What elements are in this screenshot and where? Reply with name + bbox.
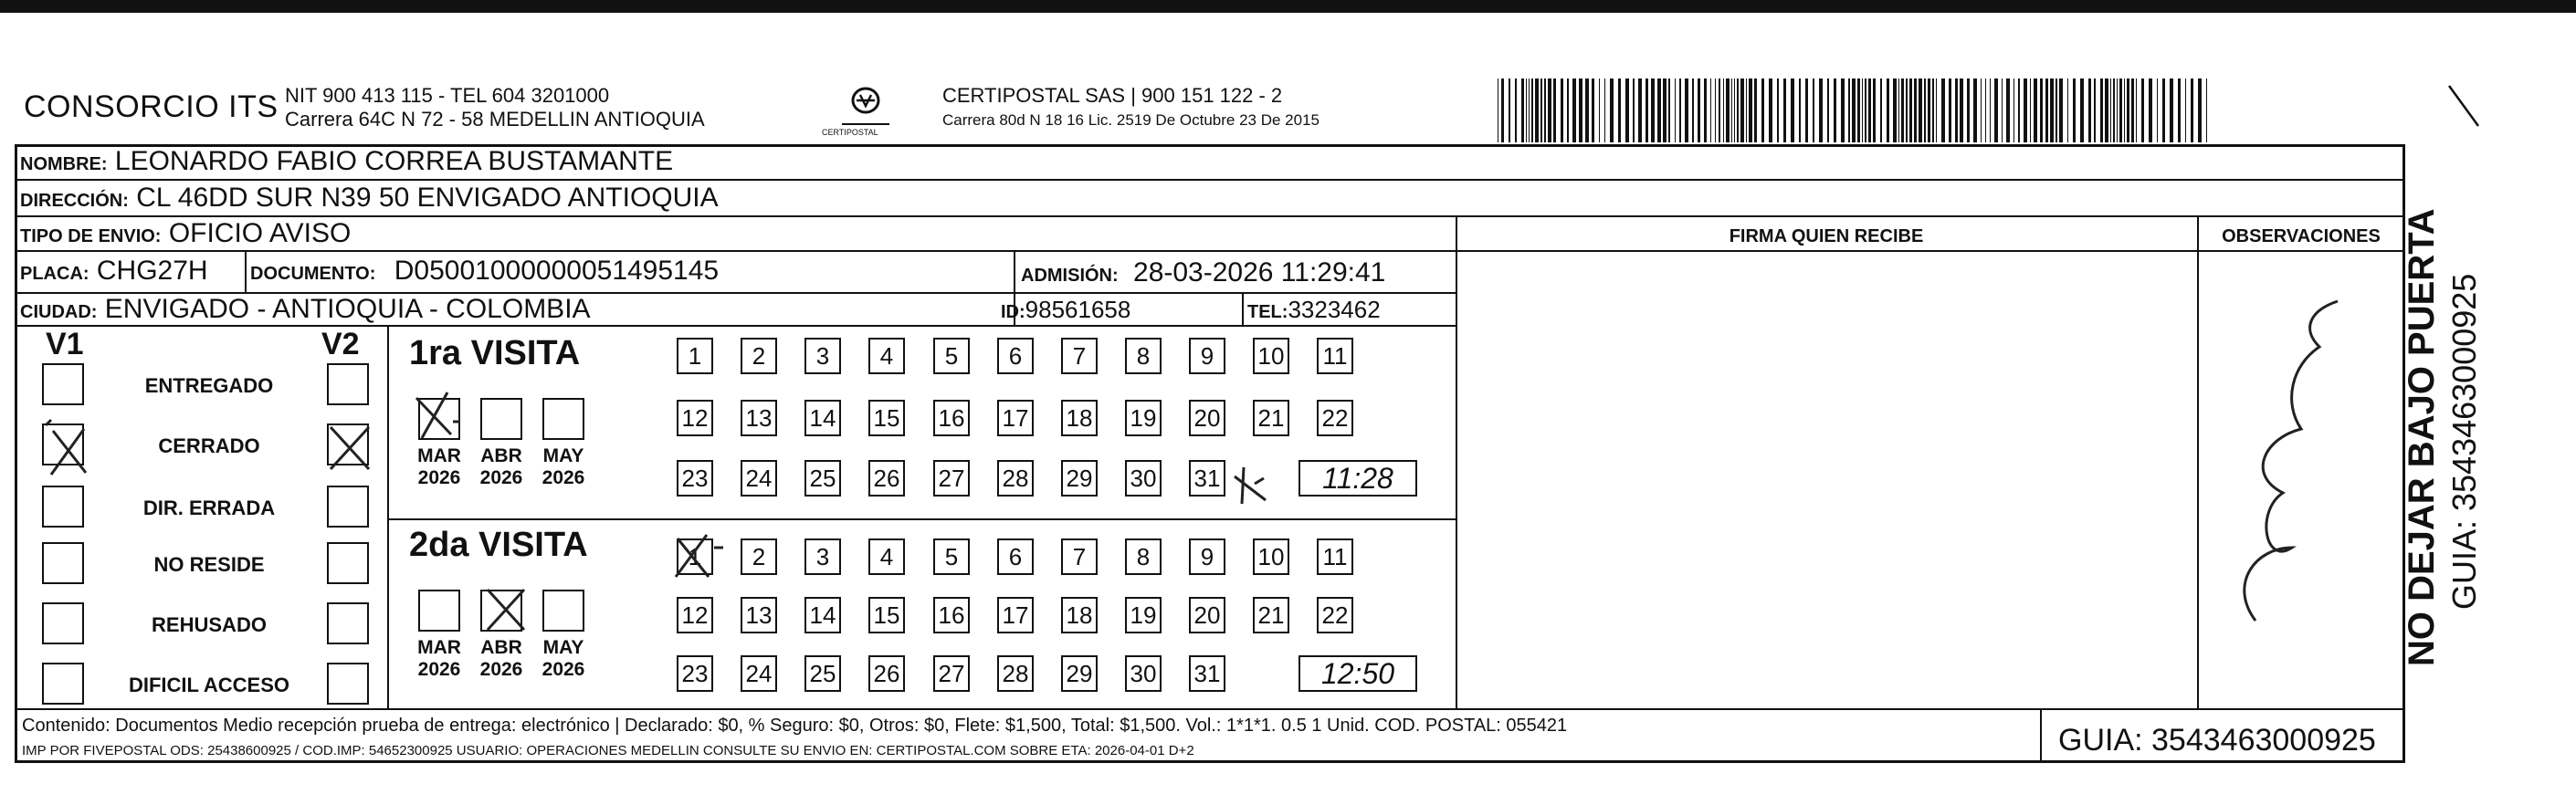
barcode-bar bbox=[2006, 78, 2010, 142]
month-name: MAY bbox=[542, 637, 584, 658]
barcode-bar bbox=[1985, 78, 1986, 142]
barcode-bar bbox=[1710, 78, 1711, 142]
barcode-bar bbox=[1675, 78, 1676, 142]
day-box[interactable]: 20 bbox=[1189, 597, 1225, 633]
footer-guia: GUIA: 3543463000925 bbox=[2058, 723, 2376, 758]
rule bbox=[1242, 292, 1244, 325]
barcode-bar bbox=[1553, 78, 1556, 142]
barcode-bar bbox=[1515, 78, 1517, 142]
day-box[interactable]: 2 bbox=[741, 338, 777, 374]
barcode-bar bbox=[1610, 78, 1614, 142]
month-year: 2026 bbox=[479, 659, 523, 680]
day-box[interactable]: 3 bbox=[804, 338, 841, 374]
barcode-bar bbox=[1638, 78, 1642, 142]
barcode-bar bbox=[2002, 78, 2003, 142]
month-name: MAR bbox=[417, 445, 461, 466]
day-box[interactable]: 26 bbox=[868, 460, 905, 497]
tel-label: TEL: bbox=[1247, 302, 1288, 322]
barcode-bar bbox=[1668, 78, 1670, 142]
tipo-value: OFICIO AVISO bbox=[168, 218, 352, 248]
day-box[interactable]: 28 bbox=[997, 655, 1034, 692]
day-box[interactable]: 31 bbox=[1189, 655, 1225, 692]
barcode-bar bbox=[1579, 78, 1582, 142]
time-box[interactable]: 11:28 bbox=[1299, 460, 1417, 497]
month-checkbox-first[interactable] bbox=[542, 398, 584, 440]
day-box[interactable]: 31 bbox=[1189, 460, 1225, 497]
carrier-address: Carrera 80d N 18 16 Lic. 2519 De Octubre 23 De 2015 bbox=[942, 111, 1320, 129]
barcode-bar bbox=[1932, 78, 1934, 142]
barcode-bar bbox=[1901, 78, 1904, 142]
day-box[interactable]: 23 bbox=[677, 460, 713, 497]
barcode-bar bbox=[2127, 78, 2129, 142]
firma-header: FIRMA QUIEN RECIBE bbox=[1729, 226, 1924, 246]
barcode-bar bbox=[1526, 78, 1527, 142]
barcode-bar bbox=[1740, 78, 1744, 142]
day-box[interactable]: 26 bbox=[868, 655, 905, 692]
day-box[interactable]: 3 bbox=[804, 538, 841, 575]
barcode-bar bbox=[1880, 78, 1882, 142]
barcode-bar bbox=[2119, 78, 2122, 142]
month-year: 2026 bbox=[541, 467, 585, 488]
day-box[interactable]: 22 bbox=[1317, 597, 1353, 633]
barcode-bar bbox=[1540, 78, 1542, 142]
month-label bbox=[407, 445, 471, 489]
company-address: Carrera 64C N 72 - 58 MEDELLIN ANTIOQUIA bbox=[285, 108, 705, 131]
status-option-label: CERRADO bbox=[158, 434, 260, 457]
barcode-bar bbox=[2113, 78, 2115, 142]
barcode-bar bbox=[1645, 78, 1648, 142]
barcode-bar bbox=[1726, 78, 1730, 142]
barcode-bar bbox=[2136, 78, 2137, 142]
rule bbox=[1456, 215, 1457, 708]
first-visit-title: 1ra VISITA bbox=[409, 334, 581, 372]
barcode-bar bbox=[2018, 78, 2020, 142]
barcode-bar bbox=[2067, 78, 2068, 142]
barcode-bar bbox=[2013, 78, 2014, 142]
tipo-label: TIPO DE ENVIO: bbox=[20, 226, 162, 246]
month-label bbox=[531, 637, 595, 681]
day-box[interactable]: 14 bbox=[804, 597, 841, 633]
day-box[interactable]: 29 bbox=[1061, 460, 1098, 497]
documento-row bbox=[250, 256, 719, 287]
corner-slash-mark bbox=[2447, 84, 2480, 130]
day-box[interactable]: 14 bbox=[804, 400, 841, 436]
day-box[interactable]: 2 bbox=[741, 538, 777, 575]
barcode-bar bbox=[1873, 78, 1876, 142]
day-box[interactable]: 19 bbox=[1125, 400, 1162, 436]
barcode-bar bbox=[1679, 78, 1681, 142]
rule bbox=[245, 250, 247, 292]
month-label bbox=[469, 637, 533, 681]
barcode-bar bbox=[2056, 78, 2057, 142]
barcode-bar bbox=[2024, 78, 2027, 142]
barcode-bar bbox=[1906, 78, 1908, 142]
barcode-bar bbox=[1572, 78, 1576, 142]
barcode-bar bbox=[1501, 78, 1504, 142]
day-box[interactable]: 25 bbox=[804, 655, 841, 692]
day-box[interactable]: 23 bbox=[677, 655, 713, 692]
day-box[interactable]: 8 bbox=[1125, 338, 1162, 374]
barcode-bar bbox=[2124, 78, 2125, 142]
day-box[interactable]: 11 bbox=[1317, 338, 1353, 374]
rule bbox=[15, 215, 2405, 217]
status-option-label: ENTREGADO bbox=[144, 374, 274, 397]
day-box[interactable]: 20 bbox=[1189, 400, 1225, 436]
id-label: ID: bbox=[1001, 302, 1025, 322]
side-notice: NO DEJAR BAJO PUERTA bbox=[2402, 208, 2442, 666]
barcode-bar bbox=[1698, 78, 1700, 142]
tel-value: 3323462 bbox=[1288, 296, 1381, 323]
rule bbox=[15, 708, 2405, 710]
barcode-bar bbox=[2040, 78, 2043, 142]
barcode-bar bbox=[1852, 78, 1856, 142]
id-value: 98561658 bbox=[1025, 296, 1131, 323]
barcode-bar bbox=[1893, 78, 1897, 142]
barcode-bar bbox=[1754, 78, 1757, 142]
v2-checkbox[interactable] bbox=[327, 602, 369, 644]
barcode-bar bbox=[2117, 78, 2118, 142]
barcode-bar bbox=[1749, 78, 1752, 142]
barcode-bar bbox=[1548, 78, 1551, 142]
barcode-bar bbox=[1994, 78, 1998, 142]
barcode-bar bbox=[2073, 78, 2076, 142]
documento-value: D05001000000051495145 bbox=[394, 256, 720, 286]
barcode-bar bbox=[1949, 78, 1951, 142]
v2-checkbox[interactable] bbox=[327, 542, 369, 584]
v1-checkbox[interactable] bbox=[42, 663, 84, 705]
barcode-bar bbox=[1928, 78, 1930, 142]
barcode-bar bbox=[1704, 78, 1707, 142]
rule bbox=[15, 250, 2405, 252]
day-box[interactable]: 13 bbox=[741, 400, 777, 436]
barcode-bar bbox=[2088, 78, 2091, 142]
ciudad-row bbox=[20, 294, 591, 325]
documento-label: DOCUMENTO: bbox=[250, 264, 376, 284]
day-box[interactable]: 15 bbox=[868, 400, 905, 436]
status-option-label: NO RESIDE bbox=[153, 553, 265, 576]
nombre-value: LEONARDO FABIO CORREA BUSTAMANTE bbox=[114, 146, 674, 176]
placa-label: PLACA: bbox=[20, 264, 89, 284]
logo-text: CERTIPOSTAL bbox=[822, 128, 878, 137]
barcode-bar bbox=[2094, 78, 2096, 142]
direccion-label: DIRECCIÓN: bbox=[20, 191, 129, 211]
v1-checkbox[interactable] bbox=[42, 363, 84, 405]
month-year: 2026 bbox=[541, 659, 585, 680]
barcode-bar bbox=[2191, 78, 2193, 142]
barcode-bar bbox=[2105, 78, 2108, 142]
barcode-bar bbox=[1719, 78, 1720, 142]
month-name: ABR bbox=[480, 637, 522, 658]
barcode-bar bbox=[2059, 78, 2063, 142]
day-box[interactable]: 4 bbox=[868, 538, 905, 575]
month-label bbox=[469, 445, 533, 489]
admision-value: 28-03-2026 11:29:41 bbox=[1133, 257, 1386, 288]
barcode-bar bbox=[1529, 78, 1530, 142]
day-box[interactable]: 7 bbox=[1061, 538, 1098, 575]
barcode-bar bbox=[1967, 78, 1970, 142]
rule bbox=[387, 518, 1456, 520]
day-box[interactable]: 21 bbox=[1253, 597, 1289, 633]
day-box[interactable]: 21 bbox=[1253, 400, 1289, 436]
barcode-bar bbox=[2162, 78, 2165, 142]
rule bbox=[2040, 708, 2042, 763]
barcode-bar bbox=[1544, 78, 1546, 142]
month-label bbox=[531, 445, 595, 489]
barcode-bar bbox=[1841, 78, 1845, 142]
barcode-bar bbox=[2185, 78, 2186, 142]
barcode-bar bbox=[2131, 78, 2134, 142]
barcode bbox=[1498, 78, 2219, 142]
day-box[interactable]: 17 bbox=[997, 597, 1034, 633]
barcode-bar bbox=[1685, 78, 1688, 142]
day-box[interactable]: 9 bbox=[1189, 538, 1225, 575]
day-box[interactable]: 27 bbox=[933, 655, 970, 692]
month-checkbox-second[interactable] bbox=[418, 590, 460, 632]
day-box[interactable]: 5 bbox=[933, 538, 970, 575]
day-box[interactable]: 6 bbox=[997, 338, 1034, 374]
barcode-bar bbox=[1973, 78, 1977, 142]
id-row bbox=[1001, 296, 1130, 324]
barcode-bar bbox=[1599, 78, 1600, 142]
company-name: CONSORCIO ITS bbox=[24, 89, 279, 124]
day-box[interactable]: 12 bbox=[677, 597, 713, 633]
barcode-bar bbox=[1651, 78, 1655, 142]
barcode-bar bbox=[2080, 78, 2084, 142]
barcode-bar bbox=[1827, 78, 1829, 142]
barcode-bar bbox=[1919, 78, 1922, 142]
barcode-bar bbox=[2045, 78, 2048, 142]
barcode-bar bbox=[1936, 78, 1937, 142]
barcode-bar bbox=[2030, 78, 2031, 142]
day-box[interactable]: 18 bbox=[1061, 597, 1098, 633]
barcode-bar bbox=[2110, 78, 2111, 142]
barcode-bar bbox=[1799, 78, 1801, 142]
barcode-bar bbox=[1531, 78, 1533, 142]
ciudad-label: CIUDAD: bbox=[20, 302, 98, 322]
barcode-bar bbox=[1887, 78, 1889, 142]
barcode-bar bbox=[1734, 78, 1735, 142]
admision-row bbox=[1021, 257, 1385, 288]
side-guia: GUIA: 3543463000925 bbox=[2445, 273, 2483, 610]
barcode-bar bbox=[1737, 78, 1739, 142]
barcode-bar bbox=[1865, 78, 1866, 142]
day-box[interactable]: 18 bbox=[1061, 400, 1098, 436]
barcode-bar bbox=[1625, 78, 1629, 142]
month-year: 2026 bbox=[417, 659, 461, 680]
day-box[interactable]: 24 bbox=[741, 655, 777, 692]
barcode-bar bbox=[1723, 78, 1724, 142]
barcode-bar bbox=[1535, 78, 1539, 142]
barcode-bar bbox=[1914, 78, 1917, 142]
barcode-bar bbox=[1618, 78, 1621, 142]
ciudad-value: ENVIGADO - ANTIOQUIA - COLOMBIA bbox=[104, 294, 591, 324]
day-box[interactable]: 15 bbox=[868, 597, 905, 633]
month-checkbox-second[interactable] bbox=[480, 590, 522, 632]
barcode-bar bbox=[2149, 78, 2152, 142]
day-box[interactable]: 10 bbox=[1253, 538, 1289, 575]
day-box[interactable]: 22 bbox=[1317, 400, 1353, 436]
footer-line2: IMP POR FIVEPOSTAL ODS: 25438600925 / COD.IMP: 54652300925 USUARIO: OPERACIONES MEDELLIN CONSULTE SU ENVIO EN: CERTIPOSTAL.COM SOBRE ETA: 2026-04-01 D+2 bbox=[22, 743, 1194, 758]
barcode-bar bbox=[1955, 78, 1958, 142]
v1-checkbox[interactable] bbox=[42, 423, 84, 465]
day-box[interactable]: 29 bbox=[1061, 655, 1098, 692]
barcode-bar bbox=[1657, 78, 1661, 142]
tipo-row bbox=[20, 218, 351, 249]
status-option-label: REHUSADO bbox=[152, 613, 267, 636]
day-box[interactable]: 24 bbox=[741, 460, 777, 497]
rule bbox=[2197, 215, 2199, 708]
day-box[interactable]: 25 bbox=[804, 460, 841, 497]
barcode-bar bbox=[1567, 78, 1569, 142]
placa-value: CHG27H bbox=[96, 256, 208, 286]
barcode-bar bbox=[2100, 78, 2103, 142]
admision-label: ADMISIÓN: bbox=[1021, 266, 1119, 286]
observaciones-header: OBSERVACIONES bbox=[2222, 226, 2381, 246]
month-name: MAR bbox=[417, 637, 461, 658]
rule bbox=[15, 325, 1456, 327]
barcode-bar bbox=[1848, 78, 1850, 142]
v1-checkbox[interactable] bbox=[42, 542, 84, 584]
v2-checkbox[interactable] bbox=[327, 363, 369, 405]
barcode-bar bbox=[1898, 78, 1899, 142]
barcode-bar bbox=[2206, 78, 2207, 142]
barcode-bar bbox=[2198, 78, 2202, 142]
barcode-bar bbox=[2141, 78, 2144, 142]
top-border bbox=[0, 0, 2576, 13]
time-box[interactable]: 12:50 bbox=[1299, 655, 1417, 692]
day-box[interactable]: 6 bbox=[997, 538, 1034, 575]
rule bbox=[387, 325, 389, 708]
day-box[interactable]: 1 bbox=[677, 338, 713, 374]
day-box[interactable]: 17 bbox=[997, 400, 1034, 436]
v2-checkbox[interactable] bbox=[327, 663, 369, 705]
day-box[interactable]: 5 bbox=[933, 338, 970, 374]
barcode-bar bbox=[1592, 78, 1594, 142]
month-checkbox-first[interactable] bbox=[418, 398, 460, 440]
day-box[interactable]: 16 bbox=[933, 597, 970, 633]
second-visit-title: 2da VISITA bbox=[409, 526, 588, 564]
barcode-bar bbox=[1746, 78, 1747, 142]
v1-checkbox[interactable] bbox=[42, 602, 84, 644]
carrier-info: CERTIPOSTAL SAS | 900 151 122 - 2 bbox=[942, 84, 1283, 107]
day-box[interactable]: 10 bbox=[1253, 338, 1289, 374]
status-option-label: DIFICIL ACCESO bbox=[128, 674, 289, 696]
month-checkbox-first[interactable] bbox=[480, 398, 522, 440]
barcode-bar bbox=[2157, 78, 2158, 142]
barcode-bar bbox=[1692, 78, 1694, 142]
tel-row bbox=[1247, 296, 1381, 324]
barcode-bar bbox=[2050, 78, 2054, 142]
barcode-bar bbox=[1783, 78, 1786, 142]
nombre-label: NOMBRE: bbox=[20, 154, 108, 174]
month-name: MAY bbox=[542, 445, 584, 466]
barcode-bar bbox=[1633, 78, 1635, 142]
day-box[interactable]: 9 bbox=[1189, 338, 1225, 374]
day-box[interactable]: 19 bbox=[1125, 597, 1162, 633]
barcode-bar bbox=[1761, 78, 1764, 142]
day-box[interactable]: 16 bbox=[933, 400, 970, 436]
day-box[interactable]: 12 bbox=[677, 400, 713, 436]
barcode-bar bbox=[1990, 78, 1991, 142]
month-year: 2026 bbox=[479, 467, 523, 488]
barcode-bar bbox=[1941, 78, 1945, 142]
day-box[interactable]: 27 bbox=[933, 460, 970, 497]
day-box[interactable]: 1 bbox=[677, 538, 713, 575]
barcode-bar bbox=[1862, 78, 1863, 142]
day-box[interactable]: 30 bbox=[1125, 655, 1162, 692]
barcode-bar bbox=[1819, 78, 1823, 142]
day-box[interactable]: 11 bbox=[1317, 538, 1353, 575]
company-nit: NIT 900 413 115 - TEL 604 3201000 bbox=[285, 84, 610, 107]
barcode-bar bbox=[1521, 78, 1524, 142]
day-box[interactable]: 4 bbox=[868, 338, 905, 374]
barcode-bar bbox=[1981, 78, 1982, 142]
v1-label: V1 bbox=[46, 327, 84, 361]
placa-row bbox=[20, 256, 208, 287]
month-year: 2026 bbox=[417, 467, 461, 488]
day-box[interactable]: 7 bbox=[1061, 338, 1098, 374]
barcode-bar bbox=[1561, 78, 1563, 142]
barcode-bar bbox=[2178, 78, 2181, 142]
month-checkbox-second[interactable] bbox=[542, 590, 584, 632]
barcode-bar bbox=[1663, 78, 1667, 142]
barcode-bar bbox=[1857, 78, 1860, 142]
barcode-bar bbox=[1960, 78, 1963, 142]
barcode-bar bbox=[1834, 78, 1836, 142]
day-box[interactable]: 8 bbox=[1125, 538, 1162, 575]
barcode-bar bbox=[2170, 78, 2173, 142]
day-box[interactable]: 13 bbox=[741, 597, 777, 633]
barcode-bar bbox=[1909, 78, 1912, 142]
barcode-bar bbox=[1604, 78, 1605, 142]
barcode-bar bbox=[1731, 78, 1732, 142]
barcode-bar bbox=[1805, 78, 1808, 142]
v2-label: V2 bbox=[321, 327, 360, 361]
barcode-bar bbox=[1585, 78, 1589, 142]
month-name: ABR bbox=[480, 445, 522, 466]
direccion-value: CL 46DD SUR N39 50 ENVIGADO ANTIOQUIA bbox=[136, 183, 719, 213]
barcode-bar bbox=[1509, 78, 1510, 142]
barcode-bar bbox=[1777, 78, 1779, 142]
barcode-bar bbox=[1769, 78, 1772, 142]
barcode-bar bbox=[1715, 78, 1716, 142]
day-box[interactable]: 30 bbox=[1125, 460, 1162, 497]
status-option-label: DIR. ERRADA bbox=[142, 497, 276, 519]
rule bbox=[15, 179, 2405, 181]
barcode-bar bbox=[1868, 78, 1871, 142]
v1-checkbox[interactable] bbox=[42, 486, 84, 528]
nombre-row bbox=[20, 146, 673, 177]
v2-checkbox[interactable] bbox=[327, 423, 369, 465]
day-box[interactable]: 28 bbox=[997, 460, 1034, 497]
barcode-bar bbox=[1791, 78, 1794, 142]
barcode-bar bbox=[1813, 78, 1814, 142]
barcode-bar bbox=[1924, 78, 1926, 142]
footer-line1: Contenido: Documentos Medio recepción prueba de entrega: electrónico | Declarado: $0, % Seguro: $0, Otros: $0, Flete: $1,500, Total: $1,500. Vol.: 1*1*1. 0.5 1 Unid. COD. POSTAL: 055421 bbox=[22, 716, 1568, 736]
direccion-row bbox=[20, 183, 719, 214]
barcode-bar bbox=[2034, 78, 2037, 142]
v2-checkbox[interactable] bbox=[327, 486, 369, 528]
month-label bbox=[407, 637, 471, 681]
